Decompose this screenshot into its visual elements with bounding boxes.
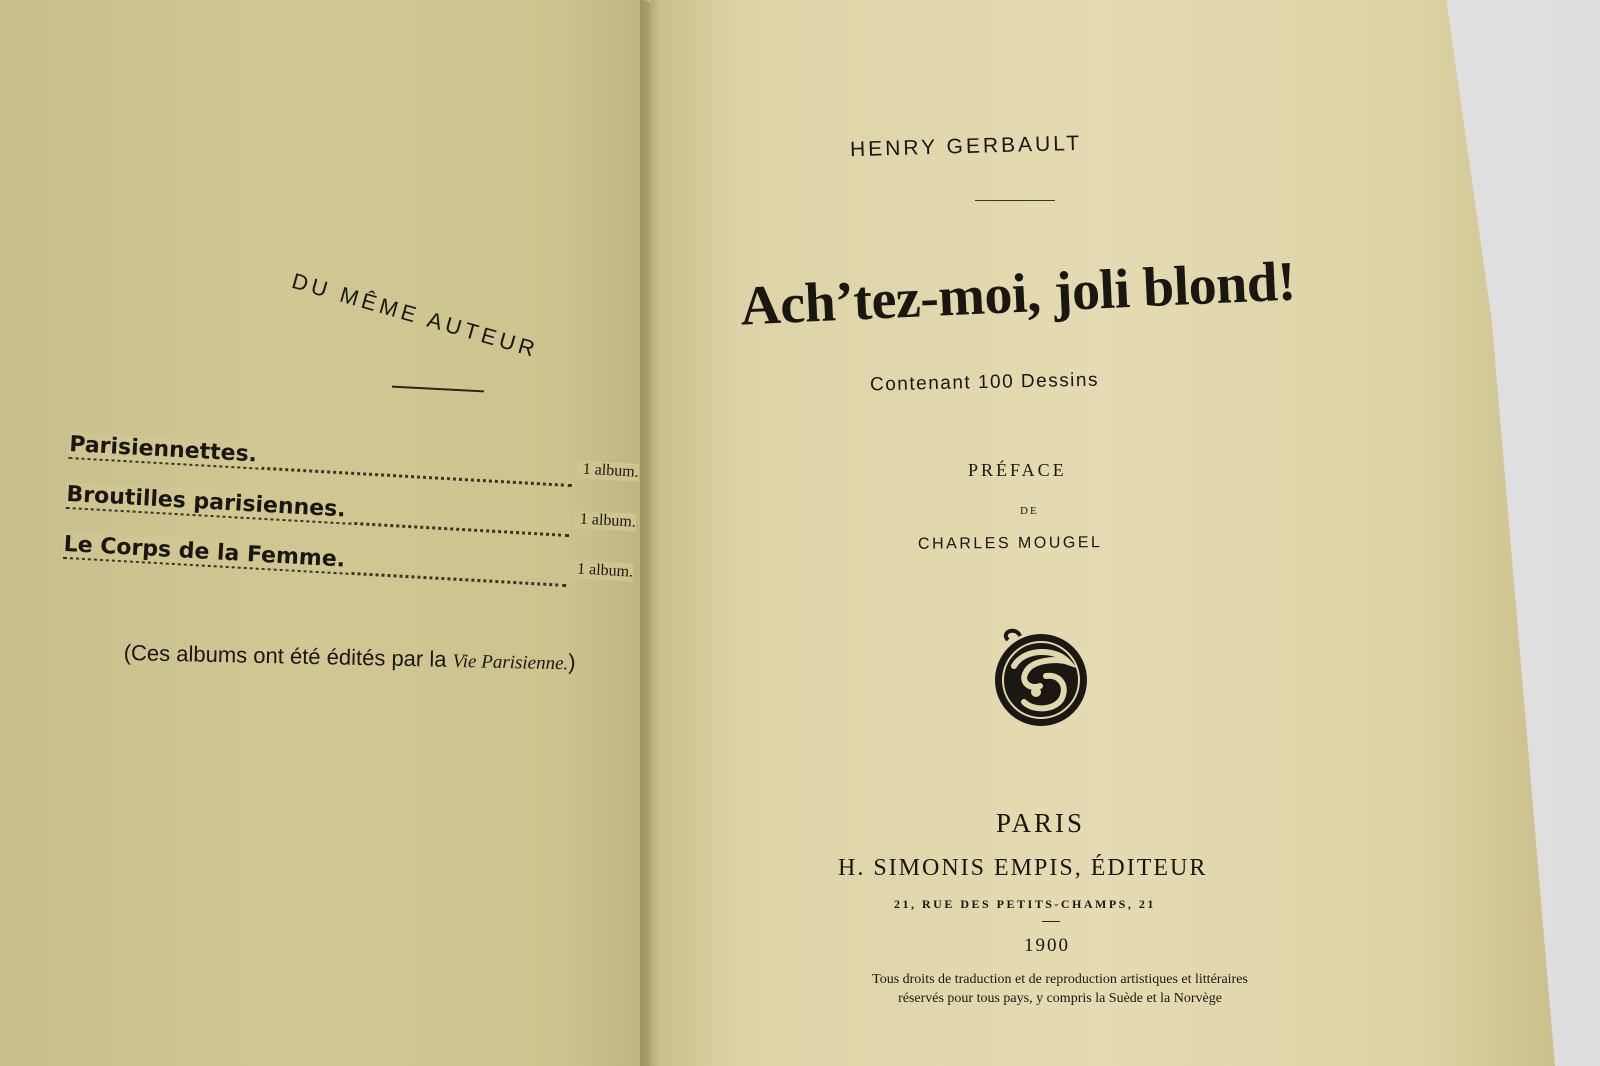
book-gutter — [640, 0, 660, 1066]
work-count: 1 album. — [573, 510, 636, 531]
rights-line: réservés pour tous pays, y compris la Suède et la Norvège — [898, 991, 1222, 1006]
rights-line: Tous droits de traduction et de reproduction artistiques et littéraires — [872, 972, 1248, 987]
preface-author: CHARLES MOUGEL — [917, 534, 1103, 553]
works-list — [62, 432, 639, 614]
rights-notice — [790, 970, 1330, 1008]
year-rule — [1042, 921, 1060, 922]
author-rule — [975, 200, 1055, 201]
author-name: HENRY GERBAULT — [849, 131, 1083, 162]
publisher-mark-icon — [986, 626, 1096, 730]
same-author-heading: DU MÊME AUTEUR — [289, 268, 542, 363]
note-publication: Vie Parisienne. — [452, 650, 569, 675]
publisher-name: H. SIMONIS EMPIS, ÉDITEUR — [838, 855, 1208, 881]
work-title: Parisiennettes. — [69, 432, 264, 468]
work-count: 1 album. — [576, 460, 639, 481]
note-suffix: ) — [568, 649, 576, 675]
preface-de: DE — [1020, 505, 1039, 517]
preface-label: PRÉFACE — [968, 460, 1067, 480]
publication-year: 1900 — [1024, 935, 1070, 956]
work-count: 1 album. — [571, 560, 634, 581]
work-title: Broutilles parisiennes. — [66, 482, 352, 523]
note-prefix: (Ces albums ont été édités par la — [123, 640, 453, 672]
work-title: Le Corps de la Femme. — [63, 532, 352, 573]
publisher-address: 21, RUE DES PETITS-CHAMPS, 21 — [894, 897, 1156, 911]
book-title: Ach’tez-moi, joli blond! — [738, 250, 1297, 338]
publication-city: PARIS — [996, 808, 1086, 838]
book-subtitle: Contenant 100 Dessins — [869, 369, 1100, 396]
